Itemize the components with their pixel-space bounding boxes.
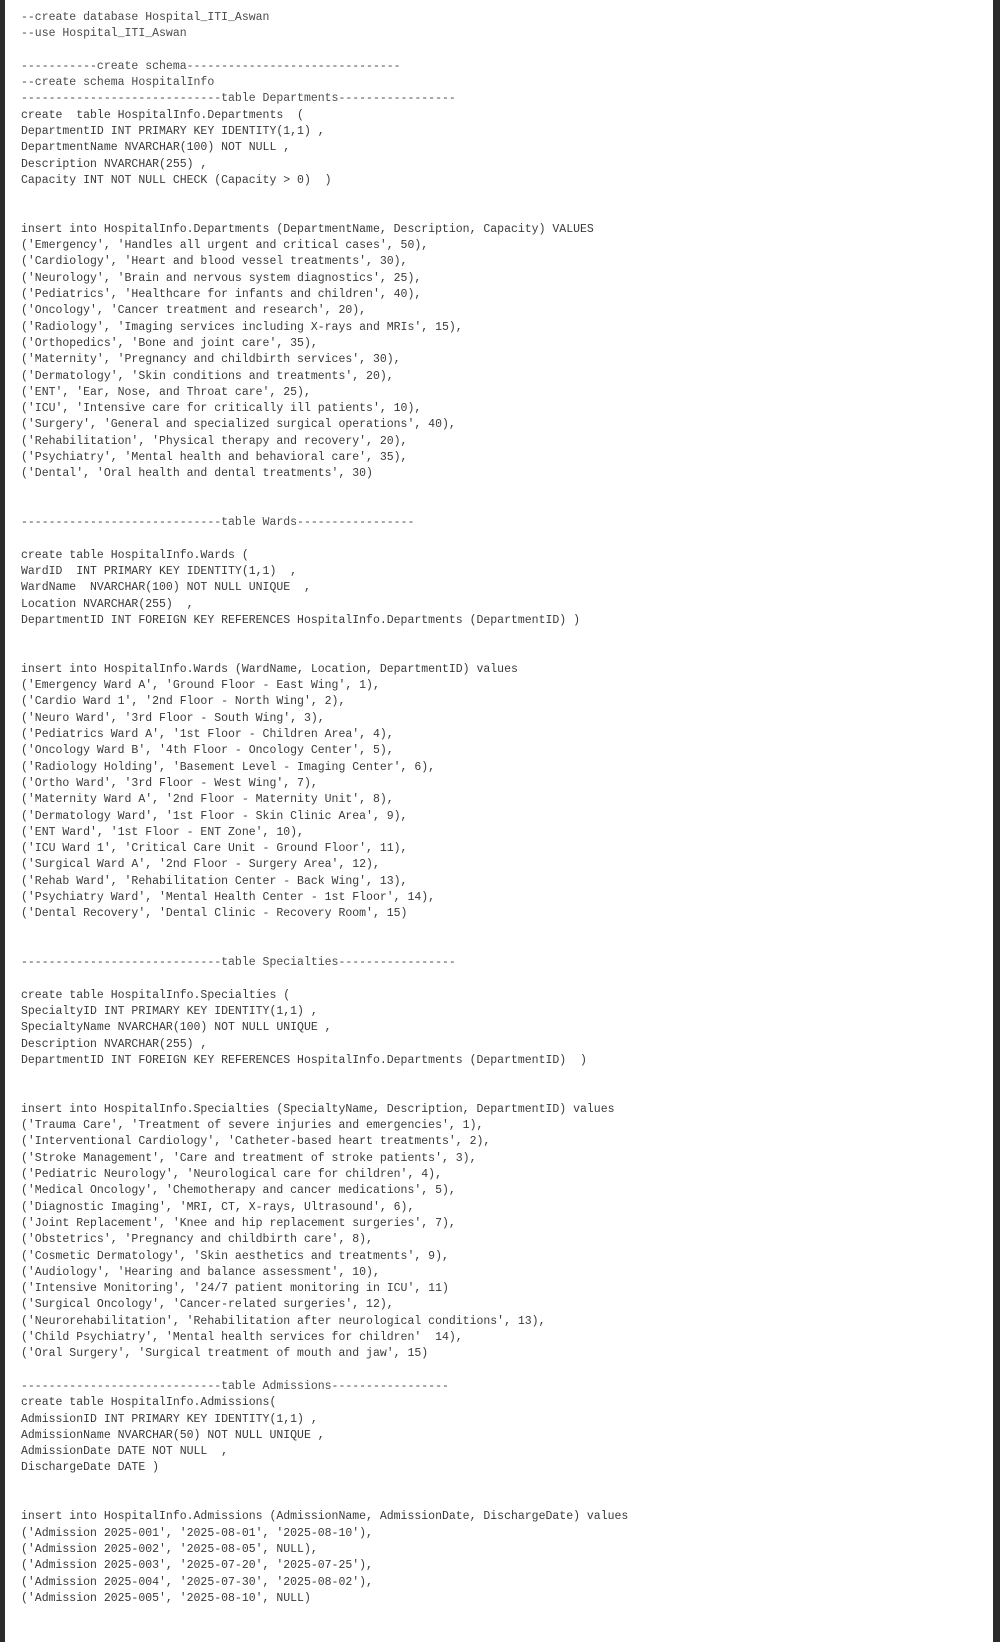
column-definition: DepartmentID INT FOREIGN KEY REFERENCES HospitalInfo.Departments (DepartmentID) ) — [21, 1054, 587, 1067]
blank-line — [21, 646, 628, 662]
column-definition: DepartmentID INT FOREIGN KEY REFERENCES HospitalInfo.Departments (DepartmentID) ) — [21, 613, 580, 627]
insert-row: ('Interventional Cardiology', 'Catheter-based heart treatments', 2), — [21, 1135, 491, 1149]
blank-line — [21, 972, 628, 988]
column-definition: DepartmentID INT PRIMARY KEY IDENTITY(1,1) , — [21, 125, 325, 139]
insert-row: ('Oncology', 'Cancer treatment and research', 20), — [21, 304, 367, 318]
insert-row: ('Admission 2025-005', '2025-08-10', NULL) — [21, 1591, 311, 1605]
insert-row: ('Cosmetic Dermatology', 'Skin aesthetics and treatments', 9), — [21, 1249, 449, 1263]
insert-wards-header: insert into HospitalInfo.Wards (WardName, Location, DepartmentID) values — [21, 662, 518, 676]
insert-row: ('Rehab Ward', 'Rehabilitation Center - Back Wing', 13), — [21, 874, 408, 888]
insert-row: ('Child Psychiatry', 'Mental health services for children' 14), — [21, 1331, 463, 1345]
insert-row: ('Pediatrics', 'Healthcare for infants and children', 40), — [21, 288, 422, 302]
insert-row: ('ICU', 'Intensive care for critically ill patients', 10), — [21, 402, 422, 416]
insert-row: ('Medical Oncology', 'Chemotherapy and cancer medications', 5), — [21, 1184, 456, 1198]
insert-row: ('Orthopedics', 'Bone and joint care', 35), — [21, 336, 318, 350]
insert-row: ('Psychiatry', 'Mental health and behavioral care', 35), — [21, 451, 408, 465]
insert-row: ('Rehabilitation', 'Physical therapy and recovery', 20), — [21, 434, 408, 448]
insert-row: ('Ortho Ward', '3rd Floor - West Wing', 7), — [21, 776, 318, 790]
blank-line — [21, 1069, 628, 1085]
blank-line — [21, 939, 628, 955]
insert-row: ('Neurorehabilitation', 'Rehabilitation after neurological conditions', 13), — [21, 1314, 546, 1328]
comment-use-database: --use Hospital_ITI_Aswan — [21, 27, 187, 41]
insert-row: ('Admission 2025-003', '2025-07-20', '2025-07-25'), — [21, 1559, 373, 1573]
insert-row: ('Maternity', 'Pregnancy and childbirth services', 30), — [21, 353, 401, 367]
insert-row: ('ENT Ward', '1st Floor - ENT Zone', 10), — [21, 825, 304, 839]
column-definition: Location NVARCHAR(255) , — [21, 597, 194, 611]
insert-row: ('Pediatric Neurology', 'Neurological care for children', 4), — [21, 1168, 442, 1182]
insert-specialties-header: insert into HospitalInfo.Specialties (SpecialtyName, Description, DepartmentID) values — [21, 1102, 615, 1116]
code-document[interactable] — [5, 0, 993, 1642]
blank-line — [21, 923, 628, 939]
blank-line — [21, 532, 628, 548]
column-definition: Description NVARCHAR(255) , — [21, 1037, 208, 1051]
sql-script[interactable] — [21, 10, 628, 1607]
insert-row: ('ENT', 'Ear, Nose, and Throat care', 25), — [21, 385, 311, 399]
blank-line — [21, 499, 628, 515]
blank-line — [21, 206, 628, 222]
insert-row: ('Admission 2025-004', '2025-07-30', '2025-08-02'), — [21, 1575, 373, 1589]
column-definition: DischargeDate DATE ) — [21, 1461, 160, 1475]
column-definition: AdmissionName NVARCHAR(50) NOT NULL UNIQUE , — [21, 1428, 325, 1442]
column-definition: AdmissionDate DATE NOT NULL , — [21, 1445, 229, 1459]
insert-row: ('Radiology', 'Imaging services including X-rays and MRIs', 15), — [21, 320, 463, 334]
separator-table-wards: -----------------------------table Wards----------------- — [21, 516, 415, 530]
insert-row: ('Surgical Oncology', 'Cancer-related surgeries', 12), — [21, 1298, 394, 1312]
create-table-admissions: create table HospitalInfo.Admissions( — [21, 1396, 277, 1410]
blank-line — [21, 629, 628, 645]
blank-line — [21, 189, 628, 205]
insert-row: ('Neurology', 'Brain and nervous system diagnostics', 25), — [21, 271, 422, 285]
insert-row: ('Stroke Management', 'Care and treatment of stroke patients', 3), — [21, 1151, 477, 1165]
column-definition: AdmissionID INT PRIMARY KEY IDENTITY(1,1) , — [21, 1412, 318, 1426]
separator-table-specialties: -----------------------------table Specialties----------------- — [21, 956, 456, 970]
insert-row: ('Cardio Ward 1', '2nd Floor - North Wing', 2), — [21, 695, 346, 709]
insert-row: ('Emergency', 'Handles all urgent and critical cases', 50), — [21, 239, 429, 253]
insert-row: ('Maternity Ward A', '2nd Floor - Maternity Unit', 8), — [21, 793, 394, 807]
insert-row: ('ICU Ward 1', 'Critical Care Unit - Ground Floor', 11), — [21, 842, 408, 856]
separator-table-admissions: -----------------------------table Admissions----------------- — [21, 1379, 449, 1393]
create-table-specialties: create table HospitalInfo.Specialties ( — [21, 988, 291, 1002]
insert-row: ('Audiology', 'Hearing and balance assessment', 10), — [21, 1265, 380, 1279]
window-frame-right — [993, 0, 1000, 1642]
blank-line — [21, 1477, 628, 1493]
insert-row: ('Admission 2025-001', '2025-08-01', '2025-08-10'), — [21, 1526, 373, 1540]
insert-row: ('Dental Recovery', 'Dental Clinic - Recovery Room', 15) — [21, 907, 408, 921]
insert-admissions-header: insert into HospitalInfo.Admissions (AdmissionName, AdmissionDate, DischargeDate) values — [21, 1510, 629, 1524]
column-definition: DepartmentName NVARCHAR(100) NOT NULL , — [21, 141, 291, 155]
column-definition: Description NVARCHAR(255) , — [21, 157, 208, 171]
separator-create-schema: -----------create schema------------------------------- — [21, 59, 401, 73]
insert-row: ('Psychiatry Ward', 'Mental Health Center - 1st Floor', 14), — [21, 891, 436, 905]
create-table-wards: create table HospitalInfo.Wards ( — [21, 548, 249, 562]
column-definition: SpecialtyID INT PRIMARY KEY IDENTITY(1,1) , — [21, 1005, 318, 1019]
insert-row: ('Dermatology Ward', '1st Floor - Skin Clinic Area', 9), — [21, 809, 408, 823]
insert-row: ('Pediatrics Ward A', '1st Floor - Children Area', 4), — [21, 728, 394, 742]
insert-row: ('Intensive Monitoring', '24/7 patient monitoring in ICU', 11) — [21, 1282, 449, 1296]
create-table-departments: create table HospitalInfo.Departments ( — [21, 108, 304, 122]
separator-table-departments: -----------------------------table Departments----------------- — [21, 92, 456, 106]
column-definition: WardID INT PRIMARY KEY IDENTITY(1,1) , — [21, 565, 298, 579]
insert-row: ('Oral Surgery', 'Surgical treatment of mouth and jaw', 15) — [21, 1347, 429, 1361]
insert-row: ('Cardiology', 'Heart and blood vessel treatments', 30), — [21, 255, 408, 269]
insert-row: ('Neuro Ward', '3rd Floor - South Wing', 3), — [21, 711, 325, 725]
insert-row: ('Diagnostic Imaging', 'MRI, CT, X-rays, Ultrasound', 6), — [21, 1200, 415, 1214]
insert-row: ('Joint Replacement', 'Knee and hip replacement surgeries', 7), — [21, 1216, 456, 1230]
insert-row: ('Oncology Ward B', '4th Floor - Oncology Center', 5), — [21, 744, 394, 758]
insert-row: ('Dermatology', 'Skin conditions and treatments', 20), — [21, 369, 394, 383]
insert-row: ('Surgery', 'General and specialized surgical operations', 40), — [21, 418, 456, 432]
insert-row: ('Emergency Ward A', 'Ground Floor - East Wing', 1), — [21, 679, 380, 693]
column-definition: WardName NVARCHAR(100) NOT NULL UNIQUE , — [21, 581, 311, 595]
insert-departments-header: insert into HospitalInfo.Departments (DepartmentName, Description, Capacity) VALUES — [21, 222, 594, 236]
blank-line — [21, 1493, 628, 1509]
blank-line — [21, 483, 628, 499]
insert-row: ('Radiology Holding', 'Basement Level - Imaging Center', 6), — [21, 760, 436, 774]
blank-line — [21, 1086, 628, 1102]
insert-row: ('Obstetrics', 'Pregnancy and childbirth care', 8), — [21, 1233, 373, 1247]
insert-row: ('Surgical Ward A', '2nd Floor - Surgery Area', 12), — [21, 858, 380, 872]
blank-line — [21, 1363, 628, 1379]
comment-create-database: --create database Hospital_ITI_Aswan — [21, 11, 270, 24]
column-definition: Capacity INT NOT NULL CHECK (Capacity > 0) ) — [21, 173, 332, 187]
column-definition: SpecialtyName NVARCHAR(100) NOT NULL UNIQUE , — [21, 1021, 332, 1035]
blank-line — [21, 43, 628, 59]
comment-create-schema: --create schema HospitalInfo — [21, 76, 215, 90]
insert-row: ('Trauma Care', 'Treatment of severe injuries and emergencies', 1), — [21, 1119, 484, 1133]
insert-row: ('Admission 2025-002', '2025-08-05', NULL), — [21, 1542, 318, 1556]
insert-row: ('Dental', 'Oral health and dental treatments', 30) — [21, 467, 373, 481]
